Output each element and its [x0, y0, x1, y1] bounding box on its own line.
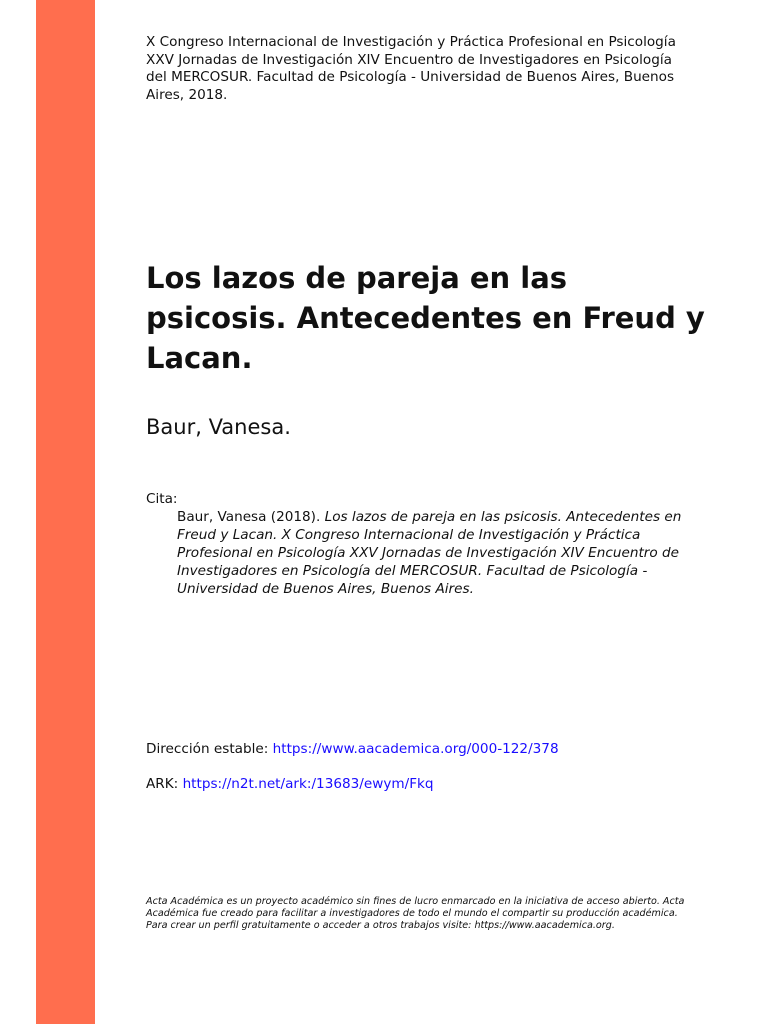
- document-title: Los lazos de pareja en las psicosis. Antecedentes en Freud y Lacan.: [146, 261, 705, 375]
- footer-note: Acta Académica es un proyecto académico sin fines de lucro enmarcado en la iniciativa de acceso abierto. Acta Académica fue creado para facilitar a investigadores de todo el mundo el compartir su producción académica. Para crear un perfil gratuitamente o acceder a otros trabajos visite: https://www.aacademica.org.: [146, 896, 685, 931]
- citation-prefix: Baur, Vanesa (2018).: [177, 509, 325, 525]
- stable-address-link[interactable]: https://www.aacademica.org/000-122/378: [272, 741, 559, 757]
- citation-label: Cita:: [146, 491, 178, 507]
- ark-line: [146, 775, 434, 793]
- citation-text: [177, 508, 697, 598]
- conference-header: X Congreso Internacional de Investigación y Práctica Profesional en Psicología XXV Jornadas de Investigación XIV Encuentro de Investigadores en Psicología del MERCOSUR. Facultad de Psicología - Universidad de Buenos Aires, Buenos Aires, 2018.: [146, 34, 676, 103]
- citation-dash: -: [642, 563, 648, 579]
- author-name: Baur, Vanesa.: [146, 415, 291, 439]
- citation-italic-end: Universidad de Buenos Aires, Buenos Aires.: [177, 581, 474, 597]
- ark-label: ARK:: [146, 776, 183, 792]
- stable-address-line: [146, 740, 559, 758]
- stable-address-label: Dirección estable:: [146, 741, 273, 757]
- decorative-side-bar: [36, 0, 95, 1024]
- ark-link[interactable]: https://n2t.net/ark:/13683/ewym/Fkq: [182, 776, 434, 792]
- citation-italic-part: Los lazos de pareja en las psicosis. Antecedentes en Freud y Lacan. X Congreso Internacional de Investigación y Práctica Profesional en Psicología XXV Jornadas de Investigación XIV Encuentro de Investigadores en Psicología del MERCOSUR. Facultad de Psicología: [177, 509, 682, 579]
